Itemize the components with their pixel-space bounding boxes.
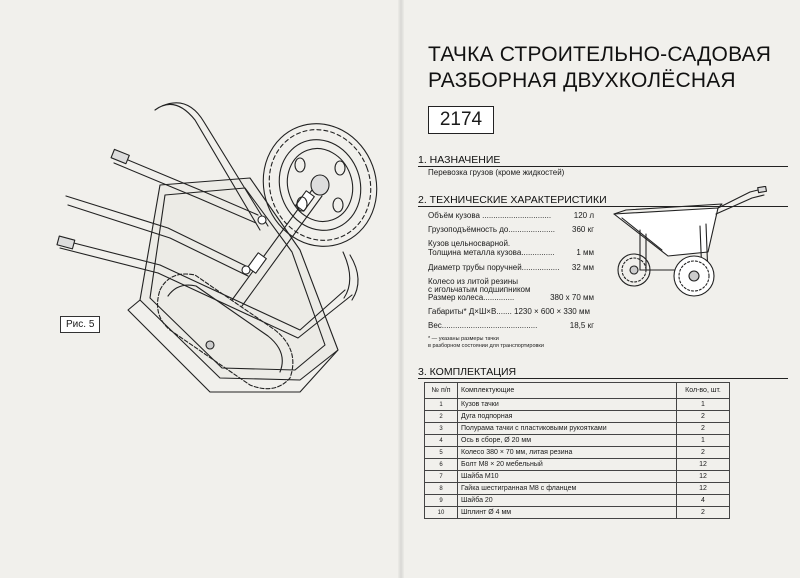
table-row xyxy=(425,471,730,483)
table-row xyxy=(425,423,730,435)
row-num: 8 xyxy=(425,483,458,495)
row-name: Колесо 380 × 70 мм, литая резина xyxy=(458,447,677,459)
spec-wheel-size-value: 380 х 70 мм xyxy=(550,293,594,302)
col-name-header: Комплектующие xyxy=(458,383,677,399)
wheelbarrow-side-drawing xyxy=(610,186,770,301)
section-rule xyxy=(418,166,788,167)
col-qty-header: Кол-во, шт. xyxy=(677,383,730,399)
spec-capacity-value: 360 кг xyxy=(572,225,594,234)
spec-weight-value: 18,5 кг xyxy=(569,321,594,330)
row-num: 1 xyxy=(425,399,458,411)
table-row xyxy=(425,459,730,471)
spec-wheel-line1: Колесо из литой резины xyxy=(428,277,519,286)
row-qty: 2 xyxy=(677,507,730,519)
row-name: Шайба 20 xyxy=(458,495,677,507)
row-num: 3 xyxy=(425,423,458,435)
spec-pipe-label: Диаметр трубы поручней................. xyxy=(428,263,560,272)
table-row xyxy=(425,435,730,447)
row-name: Ось в сборе, Ø 20 мм xyxy=(458,435,677,447)
row-qty: 2 xyxy=(677,411,730,423)
row-qty: 2 xyxy=(677,447,730,459)
left-page xyxy=(0,0,398,578)
row-name: Болт М8 × 20 мебельный xyxy=(458,459,677,471)
table-row xyxy=(425,483,730,495)
row-num: 4 xyxy=(425,435,458,447)
table-row xyxy=(425,399,730,411)
title-line-2: РАЗБОРНАЯ ДВУХКОЛЁСНАЯ xyxy=(428,69,736,92)
spec-pipe-value: 32 мм xyxy=(571,263,594,272)
row-qty: 2 xyxy=(677,423,730,435)
tray-body xyxy=(128,178,338,392)
row-name: Дуга подпорная xyxy=(458,411,677,423)
row-qty: 12 xyxy=(677,471,730,483)
kit-table-header xyxy=(425,383,730,399)
product-title xyxy=(428,42,771,94)
model-number: 2174 xyxy=(428,106,494,134)
table-row xyxy=(425,447,730,459)
spec-volume-label: Объём кузова ............................... xyxy=(428,211,552,220)
title-line-1: ТАЧКА СТРОИТЕЛЬНО-САДОВАЯ xyxy=(428,43,772,66)
col-num-header: № п/п xyxy=(425,383,458,399)
spec-volume-value: 120 л xyxy=(573,211,594,220)
spec-body-line1: Кузов цельносварной. xyxy=(428,239,511,248)
kit-table xyxy=(424,382,730,519)
table-row xyxy=(425,495,730,507)
spec-capacity-label: Грузоподъёмность до..................... xyxy=(428,225,556,234)
spec-wheel-line3-label: Размер колеса.............. xyxy=(428,293,515,302)
wheelbarrow-exploded-drawing xyxy=(0,0,398,578)
section-rule xyxy=(418,378,788,379)
row-num: 6 xyxy=(425,459,458,471)
figure-label: Рис. 5 xyxy=(60,316,100,333)
row-qty: 12 xyxy=(677,483,730,495)
row-qty: 1 xyxy=(677,399,730,411)
section-kit-heading: 3. КОМПЛЕКТАЦИЯ xyxy=(418,366,517,378)
spec-weight-label: Вес........................................... xyxy=(428,321,538,330)
row-name: Шплинт Ø 4 мм xyxy=(458,507,677,519)
row-qty: 12 xyxy=(677,459,730,471)
spec-body-line2-label: Толщина металла кузова............... xyxy=(428,248,555,257)
spec-body-thickness-value: 1 мм xyxy=(576,248,594,257)
row-name: Шайба М10 xyxy=(458,471,677,483)
row-num: 7 xyxy=(425,471,458,483)
row-name: Полурама тачки с пластиковыми рукоятками xyxy=(458,423,677,435)
footnote-line-1: * — указаны размеры тачки xyxy=(428,336,499,342)
spec-dims-value: 1230 × 600 × 330 мм xyxy=(514,307,590,316)
row-num: 2 xyxy=(425,411,458,423)
row-name: Гайка шестигранная М8 с фланцем xyxy=(458,483,677,495)
row-name: Кузов тачки xyxy=(458,399,677,411)
row-qty: 1 xyxy=(677,435,730,447)
row-qty: 4 xyxy=(677,495,730,507)
spec-dims-label: Габариты* Д×Ш×В....... xyxy=(428,307,512,316)
right-page xyxy=(404,0,800,578)
section-purpose-heading: 1. НАЗНАЧЕНИЕ xyxy=(418,154,501,166)
footnote-line-2: в разборном состоянии для транспортировки xyxy=(428,343,544,349)
section-specs-heading: 2. ТЕХНИЧЕСКИЕ ХАРАКТЕРИСТИКИ xyxy=(418,194,607,206)
purpose-text: Перевозка грузов (кроме жидкостей) xyxy=(428,168,565,177)
table-row xyxy=(425,507,730,519)
row-num: 5 xyxy=(425,447,458,459)
table-row xyxy=(425,411,730,423)
spec-wheel-line2: с игольчатым подшипником xyxy=(428,285,531,294)
row-num: 10 xyxy=(425,507,458,519)
dimensions-footnote xyxy=(428,336,544,350)
row-num: 9 xyxy=(425,495,458,507)
